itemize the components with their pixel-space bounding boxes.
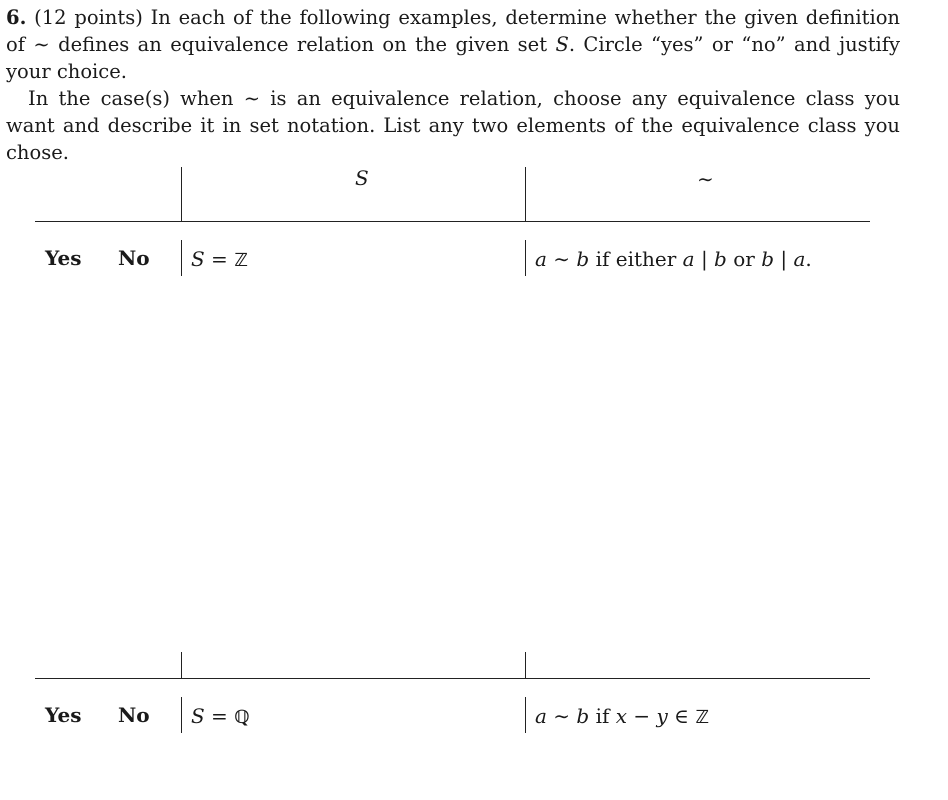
math-var: y — [656, 704, 668, 728]
divides-symbol: | — [774, 247, 794, 271]
header-set-column: S — [355, 166, 369, 190]
math-var: a — [793, 247, 806, 271]
set-rhs: ℚ — [234, 707, 250, 728]
set-definition — [191, 704, 250, 728]
minus-symbol: − — [627, 704, 657, 728]
math-var: a — [535, 704, 547, 728]
no-option[interactable]: No — [118, 246, 150, 270]
element-of-symbol: ∈ — [667, 704, 696, 728]
no-option[interactable]: No — [118, 703, 150, 727]
relation-definition — [535, 247, 812, 271]
problem-number: 6. — [6, 6, 27, 29]
set-eq: = — [204, 247, 235, 271]
problem-line2-a: defines an equivalence relation on the given set — [58, 33, 548, 56]
tilde-symbol: ∼ — [546, 704, 577, 728]
math-var: x — [615, 704, 628, 728]
relation-text: if — [589, 704, 616, 728]
table-divider — [181, 652, 182, 678]
table-rule — [35, 221, 870, 222]
header-relation-column: ∼ — [697, 167, 714, 191]
math-var: a — [535, 247, 547, 271]
set-definition — [191, 247, 248, 271]
tilde-symbol: ∼ — [33, 33, 50, 56]
problem-line2-b: . Circle “yes” or “no” and justify your choice. — [6, 33, 900, 83]
set-lhs: S — [191, 247, 205, 271]
set-rhs: ℤ — [234, 250, 248, 271]
yes-option[interactable]: Yes — [45, 703, 82, 727]
integers-set: ℤ — [695, 707, 709, 728]
table-divider — [525, 697, 526, 733]
set-eq: = — [204, 704, 235, 728]
table-divider — [181, 697, 182, 733]
problem-paragraph-2 — [6, 85, 900, 166]
tilde-symbol: ∼ — [546, 247, 577, 271]
problem-statement — [6, 4, 900, 166]
problem-paragraph-1 — [6, 4, 900, 85]
math-var: b — [576, 247, 590, 271]
problem-intro: (12 points) In each of the following examples, determine whether the given definition of — [6, 6, 900, 56]
math-var: b — [714, 247, 727, 271]
table-divider — [181, 240, 182, 276]
table-divider — [525, 167, 526, 221]
table-rule — [35, 678, 870, 679]
problem-p2-a: In the case(s) when — [28, 87, 234, 110]
math-var: a — [682, 247, 695, 271]
set-var: S — [555, 33, 569, 56]
relation-definition — [535, 704, 709, 728]
table-divider — [525, 240, 526, 276]
math-var: b — [761, 247, 774, 271]
tilde-symbol: ∼ — [243, 87, 261, 110]
table-divider — [181, 167, 182, 221]
set-lhs: S — [191, 704, 205, 728]
relation-text: if either — [589, 247, 683, 271]
relation-text: . — [805, 247, 812, 271]
yes-option[interactable]: Yes — [45, 246, 82, 270]
relation-text: or — [726, 247, 762, 271]
math-var: b — [576, 704, 590, 728]
table-divider — [525, 652, 526, 678]
problem-p2-b: is an equivalence relation, choose any equivalence class you want and describe it in set notation. List any two elements of the equivalence class you chose. — [6, 87, 901, 164]
divides-symbol: | — [694, 247, 715, 271]
